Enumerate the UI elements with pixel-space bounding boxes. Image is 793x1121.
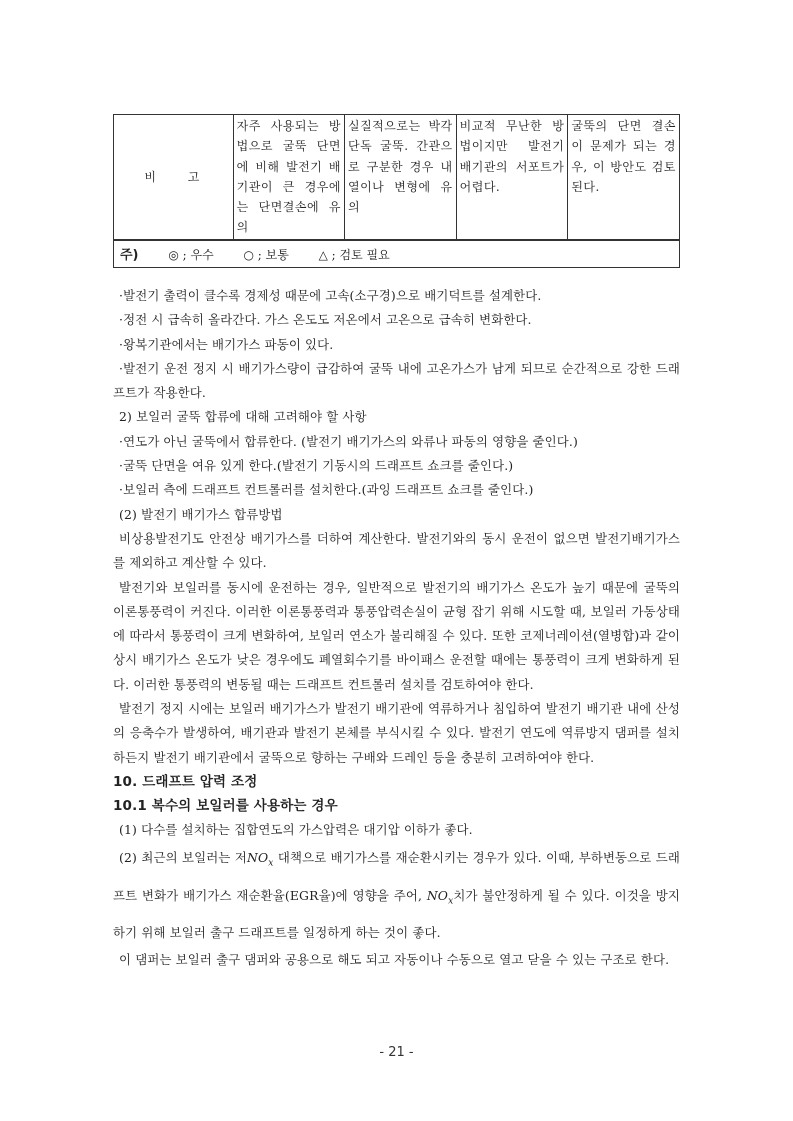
table-note — [114, 240, 680, 268]
paragraph: 발전기와 보일러를 동시에 운전하는 경우, 일반적으로 발전기의 배기가스 온도가 높기 때문에 굴뚝의 이론통풍력이 커진다. 이러한 이론통풍력과 통풍압력손실이 균형 잡기 위해 시도할 때, 보일러 가동상태에 따라서 통풍력이 크게 변화하여, 보일러 연소가 불리해질 수 있다. 또한 코제너레이션(열병합)과 같이 상시 배기가스 온도가 낮은 경우에도 폐열회수기를 바이패스 운전할 때에는 통풍력이 크게 변화하게 된다. 이러한 통풍력의 변동될 때는 드래프트 컨트롤러 설치를 검토하여야 한다. — [113, 579, 680, 692]
table-cell: 굴뚝의 단면 결손이 문제가 되는 경우, 이 방안도 검토된다. — [568, 115, 680, 240]
remarks-table — [113, 114, 680, 268]
formula-subscript: x — [268, 858, 274, 869]
paragraph: ·정전 시 급속히 올라간다. 가스 온도도 저온에서 고온으로 급속히 변화한다. — [119, 312, 532, 328]
subheading: 2) 보일러 굴뚝 합류에 대해 고려해야 할 사항 — [119, 409, 367, 425]
nox-formula — [246, 850, 274, 869]
formula-subscript: x — [448, 896, 454, 907]
table-cell: 자주 사용되는 방법으로 굴뚝 단면에 비해 발전기 배기관이 큰 경우에는 단면결손에 유의 — [233, 115, 344, 240]
paragraph: ·굴뚝 단면을 여유 있게 한다.(발전기 기동시의 드래프트 쇼크를 줄인다.) — [119, 458, 514, 474]
paragraph: 이 댐퍼는 보일러 출구 댐퍼와 공용으로 해도 되고 자동이나 수동으로 열고 닫을 수 있는 구조로 한다. — [119, 952, 670, 968]
table-cell: 실질적으로는 박각단독 굴뚝. 간관으로 구분한 경우 내열이나 변형에 유의 — [345, 115, 457, 240]
subsection-heading: 10.1 복수의 보일러를 사용하는 경우 — [113, 797, 338, 814]
text-run: 치가 불안정하게 될 수 있다. 이것을 방지하기 위해 보일러 출구 드래프트를 일정하게 하는 것이 좋다. — [113, 887, 680, 941]
paragraph: ·발전기 출력이 클수록 경제성 때문에 고속(소구경)으로 배기덕트를 설계한다. — [119, 288, 542, 303]
paragraph: ·연도가 아닌 굴뚝에서 합류한다. (발전기 배기가스의 와류나 파동의 영향을 줄인다.) — [119, 433, 578, 449]
paragraph: 발전기 정지 시에는 보일러 배기가스가 발전기 배기관에 역류하거나 침입하여 발전기 배기관 내에 산성의 응축수가 발생하여, 배기관과 발전기 본체를 부식시킬 수 있다. 발전기 연도에 역류방지 댐퍼를 설치하든지 발전기 배기관에서 굴뚝으로 향하는 구배와 드레인 등을 충분히 고려하여야 한다. — [113, 701, 680, 765]
nox-formula — [426, 887, 454, 907]
table-cell: 비교적 무난한 방법이지만 발전기 배기관의 서포트가 어렵다. — [456, 115, 568, 240]
row-label: 비 고 — [114, 115, 234, 240]
formula-base: NO — [426, 887, 449, 903]
legend-excellent: ◎ ; 우수 — [168, 247, 214, 262]
text-run: 대책으로 배기가스를 재순환시키는 경우가 있다. 이때, 부하변동으로 드래프트 변화가 배기가스 재순환율(EGR율)에 영향을 주어, — [113, 850, 680, 903]
text-run: (2) 최근의 보일러는 저 — [119, 850, 247, 866]
section-heading: 10. 드래프트 압력 조정 — [113, 773, 258, 790]
table-note-row — [114, 240, 680, 268]
paragraph: ·왕복기관에서는 배기가스 파동이 있다. — [119, 336, 334, 352]
legend-review: △ ; 검토 필요 — [318, 247, 390, 262]
table-row — [114, 115, 680, 240]
page-number: - 21 - — [379, 1045, 414, 1060]
paragraph: ·보일러 측에 드래프트 컨트롤러를 설치한다.(과잉 드래프트 쇼크를 줄인다.) — [119, 482, 534, 498]
note-label: 주) — [120, 247, 139, 263]
paragraph: (1) 다수를 설치하는 집합연도의 가스압력은 대기압 이하가 좋다. — [119, 821, 473, 837]
body-text — [113, 284, 680, 972]
paragraph: ·발전기 운전 정지 시 배기가스량이 급감하여 굴뚝 내에 고온가스가 남게 되므로 순간적으로 강한 드래프트가 작용한다. — [113, 360, 680, 401]
legend-normal: ○ ; 보통 — [243, 247, 289, 262]
formula-base: NO — [246, 850, 269, 866]
subheading: (2) 발전기 배기가스 합류방법 — [119, 506, 283, 522]
paragraph — [113, 842, 680, 948]
paragraph: 비상용발전기도 안전상 배기가스를 더하여 계산한다. 발전기와의 동시 운전이 없으면 발전기배기가스를 제외하고 계산할 수 있다. — [113, 530, 680, 571]
